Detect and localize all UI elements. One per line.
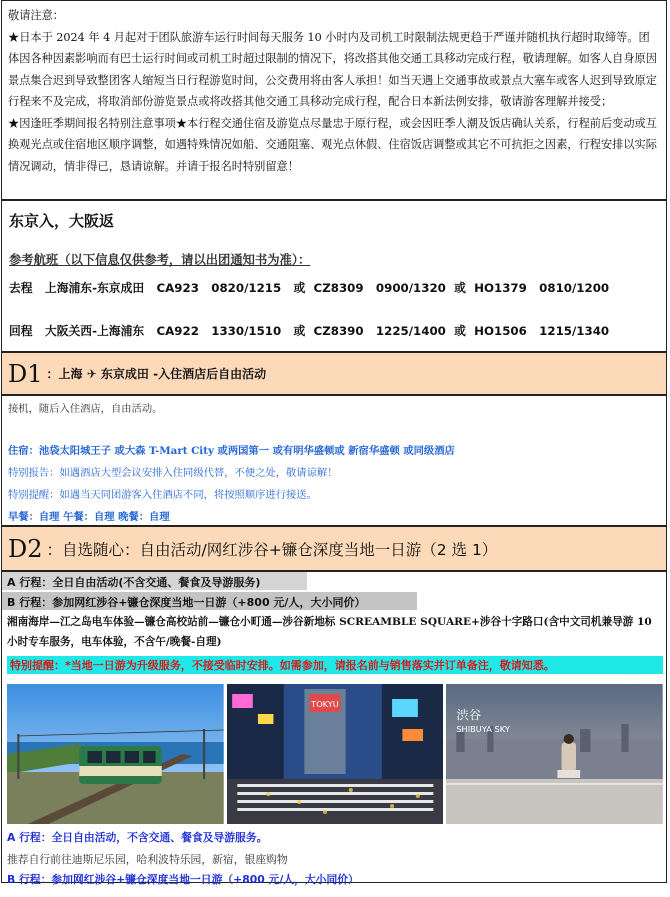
day2-body — [1, 571, 667, 886]
day2-foot-option-b: B 行程：参加网红涉谷+镰仓深度当地一日游（+800 元/人，大小同价） — [7, 873, 359, 886]
shibuya-crossing-photo — [227, 684, 444, 824]
notice-title: 敬请注意： — [8, 9, 64, 22]
shibuya-caption-en: SHIBUYA SKY — [456, 724, 511, 734]
route-title: 东京入，大阪返 — [9, 212, 115, 230]
day2-special-warning: 特别提醒：*当地一日游为升级服务，不接受临时安排。如需参加，请报名前与销售落实并订单备注，敬请知悉。 — [7, 656, 663, 674]
day1-header — [1, 352, 667, 395]
notice-box — [1, 0, 667, 200]
day2-option-b: B 行程：参加网红涉谷+镰仓深度当地一日游（+800 元/人，大小同价） — [2, 592, 417, 610]
route-box — [1, 200, 667, 352]
day2-header — [1, 526, 667, 571]
tokyu-sign: TOKYU — [310, 699, 339, 709]
day1-hotel: 住宿：池袋太阳城王子 或大森 T-Mart City 或两国第一 或有明华盛顿或 新宿华盛顿 或同级酒店 — [8, 445, 455, 457]
day2-title: ：自选随心：自由活动/网红涉谷+镰仓深度当地一日游（2 选 1） — [46, 540, 498, 559]
shibuya-sky-photo — [446, 684, 663, 824]
outbound-flight: 去程 上海浦东-东京成田 CA923 0820/1215 或 CZ8309 0900/1320 或 HO1379 0810/1200 — [9, 281, 610, 295]
day2-option-a: A 行程：全日自由活动(不含交通、餐食及导游服务) — [2, 572, 307, 590]
day1-label: D1 — [8, 359, 43, 388]
day1-body — [1, 395, 667, 526]
shibuya-caption-cn: 渋谷 — [456, 708, 482, 722]
day1-pickup: 接机，随后入住酒店，自由活动。 — [8, 403, 163, 415]
day2-label: D2 — [8, 534, 43, 563]
day1-special-reminder: 特别提醒：如遇当天同团游客入住酒店不同，将按照顺序进行接送。 — [8, 489, 317, 501]
day2-foot-recommendation: 推荐自行前往迪斯尼乐园，哈利波特乐园，新宿，银座购物 — [7, 853, 288, 866]
day2-option-b-detail: 湘南海岸—江之岛电车体验—镰仓高校站前—镰仓小町通—涉谷新地标 SCREAMBLE SQUARE+涉谷十字路口(含中文司机兼导游 10 小时专车服务，电车体验，不含午/晚餐-自理) — [7, 616, 652, 648]
return-flight: 回程 大阪关西-上海浦东 CA922 1330/1510 或 CZ8390 1225/1400 或 HO1506 1215/1340 — [9, 324, 610, 338]
photo-strip — [7, 684, 663, 824]
notice-paragraph-2: ★因逢旺季期间报名特别注意事项★本行程交通住宿及游览点尽量忠于原行程，或会因旺季人潮及饭店确认关系，行程前后变动或互换观光点或住宿地区顺序调整，如遇特殊情况如船、交通阻塞、观光点休假、住宿饭店调整或其它不可抗拒之因素，行程安排以实际情况调动，情非得已，恳请谅解。并请于报名时特别留意！ — [8, 116, 657, 173]
notice-paragraph-1: ★日本于 2024 年 4 月起对于团队旅游车运行时间每天服务 10 小时内及司机工时限制法规更趋于严谨并随机执行超时取缔等。团体因各种因素影响而有巴士运行时间或司机工时超过限制的情况下，将改搭其他交通工具移动完成行程，敬请理解。如客人自身原因景点集合迟到导致整团客人缩短当日行程游览时间，公交费用将由客人承担！如当天遇上交通事故或景点大塞车或客人迟到导致原定行程来不及完成，将取消部份游览景点或将改搭其他交通工具移动完成行程，配合日本新法例安排，敬请游客理解并接受； — [8, 30, 657, 108]
day1-special-report: 特别报告：如遇酒店大型会议安排入住同级代替，不便之处，敬请谅解！ — [8, 467, 338, 479]
enoden-train-photo — [7, 684, 224, 824]
day1-title: ：上海 ✈ 东京成田 -入住酒店后自由活动 — [46, 367, 267, 381]
flight-reference-note: 参考航班（以下信息仅供参考，请以出团通知书为准）： — [9, 253, 311, 267]
day2-foot-option-a: A 行程：全日自由活动，不含交通、餐食及导游服务。 — [7, 831, 268, 844]
day1-meals: 早餐：自理 午餐：自理 晚餐：自理 — [8, 511, 170, 523]
